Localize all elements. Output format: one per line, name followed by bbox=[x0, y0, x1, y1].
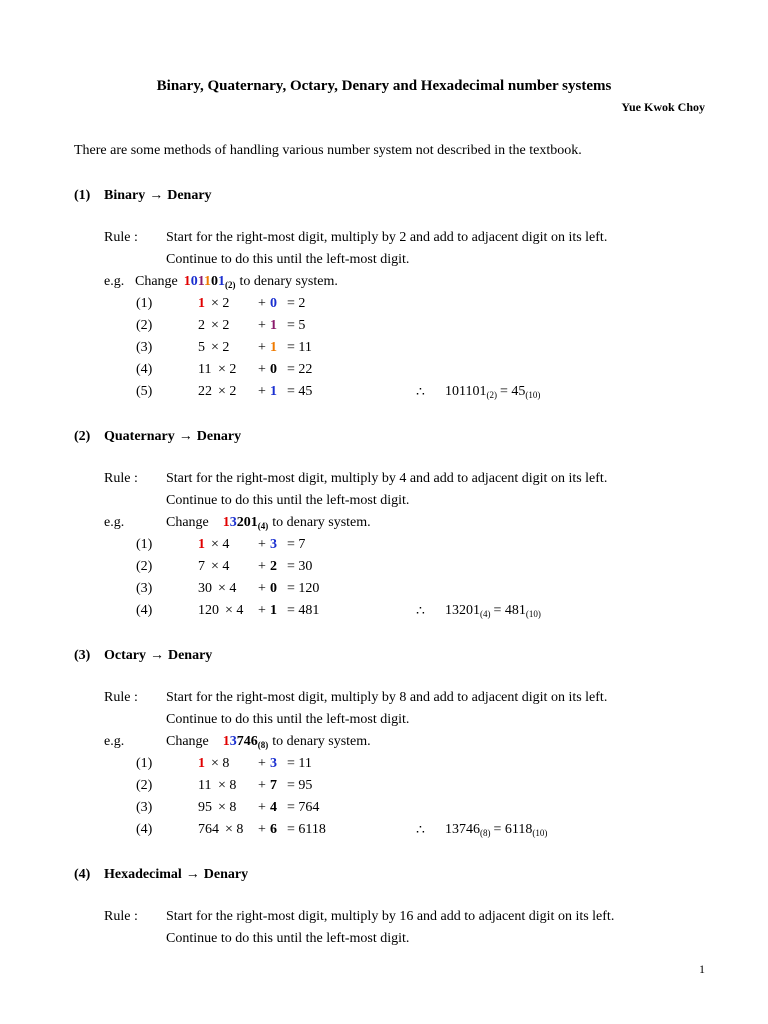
to-denary-text: to denary system. bbox=[272, 734, 371, 749]
conclusion-lhs: 13201 bbox=[445, 603, 480, 618]
step-multiplicand: 22 bbox=[198, 384, 212, 399]
step-number: (2) bbox=[136, 559, 153, 574]
plus-sign: + bbox=[258, 384, 266, 399]
step-result: = 6118 bbox=[287, 822, 326, 837]
step-addend: 3 bbox=[270, 756, 277, 771]
step-multiplier: × 8 bbox=[218, 800, 237, 815]
digit: 7 bbox=[236, 734, 244, 749]
step-result: = 11 bbox=[287, 756, 312, 771]
to-denary-text: to denary system. bbox=[272, 515, 371, 530]
step-addend: 1 bbox=[270, 603, 277, 618]
plus-sign: + bbox=[258, 296, 266, 311]
step-number: (1) bbox=[136, 756, 153, 771]
page-number: 1 bbox=[699, 962, 705, 976]
heading-to: Denary bbox=[203, 867, 249, 882]
digit: 4 bbox=[243, 734, 251, 749]
plus-sign: + bbox=[258, 603, 266, 618]
step-multiplicand: 95 bbox=[198, 800, 212, 815]
digit: 1 bbox=[218, 274, 225, 289]
step-number: (4) bbox=[136, 822, 153, 837]
conclusion-lhs: 13746 bbox=[445, 822, 480, 837]
step-multiplicand: 1 bbox=[198, 756, 205, 771]
step-number: (4) bbox=[136, 362, 153, 377]
rule-text-line2: Continue to do this until the left-most digit. bbox=[166, 931, 410, 946]
therefore-sign: ∴ bbox=[416, 604, 425, 619]
step-addend: 4 bbox=[270, 800, 277, 815]
step-result: = 45 bbox=[287, 384, 313, 399]
conclusion-lhs-base: (2) bbox=[486, 390, 497, 400]
conclusion bbox=[445, 822, 547, 838]
step-number: (4) bbox=[136, 603, 153, 618]
step-number: (1) bbox=[136, 537, 153, 552]
step-multiplicand: 2 bbox=[198, 318, 205, 333]
base-subscript: (2) bbox=[225, 280, 236, 290]
digit: 1 bbox=[222, 734, 230, 749]
rule-text-line1: Start for the right-most digit, multiply by 16 and add to adjacent digit on its left. bbox=[166, 909, 615, 924]
to-denary-text: to denary system. bbox=[239, 274, 338, 289]
rule-text-line2: Continue to do this until the left-most digit. bbox=[166, 712, 410, 727]
step-multiplier: × 8 bbox=[218, 778, 237, 793]
step-addend: 0 bbox=[270, 362, 277, 377]
digit: 1 bbox=[197, 274, 204, 289]
step-multiplicand: 764 bbox=[198, 822, 219, 837]
conclusion-rhs-base: (10) bbox=[532, 828, 548, 838]
digit: 3 bbox=[229, 515, 237, 530]
example-label: e.g. bbox=[104, 515, 125, 530]
digit: 6 bbox=[250, 734, 258, 749]
example-number bbox=[223, 734, 269, 749]
digit: 2 bbox=[236, 515, 244, 530]
plus-sign: + bbox=[258, 778, 266, 793]
conclusion bbox=[445, 384, 540, 400]
conclusion-value: = 6118 bbox=[493, 822, 533, 837]
arrow-icon: → bbox=[149, 648, 164, 663]
example-text bbox=[166, 734, 371, 750]
step-multiplicand: 120 bbox=[198, 603, 219, 618]
step-result: = 30 bbox=[287, 559, 313, 574]
heading-from: Octary bbox=[104, 648, 146, 663]
step-number: (3) bbox=[136, 340, 153, 355]
plus-sign: + bbox=[258, 362, 266, 377]
example-text bbox=[135, 274, 338, 290]
step-addend: 7 bbox=[270, 778, 277, 793]
section-heading bbox=[104, 429, 241, 445]
step-multiplicand: 11 bbox=[198, 362, 212, 377]
step-result: = 5 bbox=[287, 318, 306, 333]
step-multiplicand: 30 bbox=[198, 581, 212, 596]
rule-label: Rule : bbox=[104, 230, 138, 245]
heading-to: Denary bbox=[167, 188, 212, 203]
therefore-sign: ∴ bbox=[416, 823, 425, 838]
section-heading bbox=[104, 648, 212, 664]
step-result: = 95 bbox=[287, 778, 313, 793]
step-multiplicand: 11 bbox=[198, 778, 212, 793]
step-multiplicand: 7 bbox=[198, 559, 205, 574]
conclusion bbox=[445, 603, 541, 619]
rule-text-line2: Continue to do this until the left-most digit. bbox=[166, 493, 410, 508]
section-number: (1) bbox=[74, 188, 91, 203]
example-text bbox=[166, 515, 371, 531]
conclusion-value: = 45 bbox=[499, 384, 526, 399]
section-heading bbox=[104, 867, 248, 883]
step-number: (2) bbox=[136, 318, 153, 333]
plus-sign: + bbox=[258, 537, 266, 552]
digit: 1 bbox=[204, 274, 211, 289]
plus-sign: + bbox=[258, 559, 266, 574]
plus-sign: + bbox=[258, 822, 266, 837]
conclusion-value: = 481 bbox=[493, 603, 526, 618]
heading-from: Binary bbox=[104, 188, 146, 203]
heading-from: Quaternary bbox=[104, 429, 175, 444]
step-result: = 120 bbox=[287, 581, 320, 596]
step-multiplicand: 1 bbox=[198, 537, 205, 552]
example-number bbox=[184, 274, 236, 289]
step-addend: 3 bbox=[270, 537, 277, 552]
change-word: Change bbox=[166, 734, 209, 749]
plus-sign: + bbox=[258, 756, 266, 771]
section-number: (3) bbox=[74, 648, 91, 663]
digit: 3 bbox=[229, 734, 237, 749]
therefore-sign: ∴ bbox=[416, 385, 425, 400]
base-subscript: (8) bbox=[257, 740, 269, 750]
step-number: (3) bbox=[136, 800, 153, 815]
change-word: Change bbox=[135, 274, 178, 289]
rule-label: Rule : bbox=[104, 690, 138, 705]
example-label: e.g. bbox=[104, 274, 125, 289]
step-multiplier: × 4 bbox=[211, 559, 230, 574]
section-heading bbox=[104, 188, 212, 204]
rule-text-line1: Start for the right-most digit, multiply by 4 and add to adjacent digit on its left. bbox=[166, 471, 608, 486]
conclusion-rhs-base: (10) bbox=[525, 609, 541, 619]
rule-text-line1: Start for the right-most digit, multiply by 2 and add to adjacent digit on its left. bbox=[166, 230, 608, 245]
example-label: e.g. bbox=[104, 734, 125, 749]
conclusion-lhs-base: (8) bbox=[480, 828, 491, 838]
step-result: = 22 bbox=[287, 362, 313, 377]
rule-label: Rule : bbox=[104, 471, 138, 486]
arrow-icon: → bbox=[178, 429, 193, 444]
step-multiplier: × 8 bbox=[211, 756, 230, 771]
arrow-icon: → bbox=[149, 188, 164, 203]
step-multiplier: × 8 bbox=[225, 822, 244, 837]
step-addend: 0 bbox=[270, 296, 277, 311]
digit: 1 bbox=[222, 515, 230, 530]
digit: 1 bbox=[183, 274, 191, 289]
step-multiplicand: 1 bbox=[198, 296, 205, 311]
step-multiplier: × 2 bbox=[211, 340, 230, 355]
step-addend: 0 bbox=[270, 581, 277, 596]
step-multiplier: × 2 bbox=[211, 296, 230, 311]
conclusion-lhs-base: (4) bbox=[480, 609, 491, 619]
step-multiplier: × 2 bbox=[218, 384, 237, 399]
heading-to: Denary bbox=[167, 648, 213, 663]
step-multiplicand: 5 bbox=[198, 340, 205, 355]
conclusion-rhs-base: (10) bbox=[525, 390, 541, 400]
digit: 0 bbox=[243, 515, 251, 530]
step-addend: 6 bbox=[270, 822, 277, 837]
digit: 0 bbox=[190, 274, 198, 289]
example-number bbox=[223, 515, 269, 530]
plus-sign: + bbox=[258, 800, 266, 815]
step-addend: 2 bbox=[270, 559, 277, 574]
step-result: = 2 bbox=[287, 296, 306, 311]
section-number: (4) bbox=[74, 867, 91, 882]
step-multiplier: × 4 bbox=[211, 537, 230, 552]
step-addend: 1 bbox=[270, 340, 277, 355]
rule-text-line1: Start for the right-most digit, multiply by 8 and add to adjacent digit on its left. bbox=[166, 690, 608, 705]
digit: 0 bbox=[211, 274, 218, 289]
step-result: = 7 bbox=[287, 537, 306, 552]
step-result: = 481 bbox=[287, 603, 320, 618]
plus-sign: + bbox=[258, 340, 266, 355]
step-multiplier: × 4 bbox=[218, 581, 237, 596]
heading-from: Hexadecimal bbox=[104, 867, 182, 882]
step-number: (2) bbox=[136, 778, 153, 793]
step-result: = 11 bbox=[287, 340, 312, 355]
digit: 1 bbox=[250, 515, 258, 530]
page-title: Binary, Quaternary, Octary, Denary and Hexadecimal number systems bbox=[156, 78, 612, 94]
author-name: Yue Kwok Choy bbox=[621, 100, 705, 114]
step-addend: 1 bbox=[270, 384, 277, 399]
step-addend: 1 bbox=[270, 318, 277, 333]
rule-label: Rule : bbox=[104, 909, 138, 924]
step-multiplier: × 2 bbox=[211, 318, 230, 333]
plus-sign: + bbox=[258, 318, 266, 333]
step-number: (3) bbox=[136, 581, 153, 596]
base-subscript: (4) bbox=[257, 521, 269, 531]
rule-text-line2: Continue to do this until the left-most digit. bbox=[166, 252, 410, 267]
step-multiplier: × 2 bbox=[218, 362, 237, 377]
plus-sign: + bbox=[258, 581, 266, 596]
section-number: (2) bbox=[74, 429, 91, 444]
step-result: = 764 bbox=[287, 800, 320, 815]
step-multiplier: × 4 bbox=[225, 603, 244, 618]
change-word: Change bbox=[166, 515, 209, 530]
intro-text: There are some methods of handling various number system not described in the textbook. bbox=[74, 143, 582, 158]
arrow-icon: → bbox=[185, 867, 200, 882]
step-number: (5) bbox=[136, 384, 153, 399]
step-number: (1) bbox=[136, 296, 153, 311]
conclusion-lhs: 101101 bbox=[445, 384, 487, 399]
heading-to: Denary bbox=[196, 429, 242, 444]
